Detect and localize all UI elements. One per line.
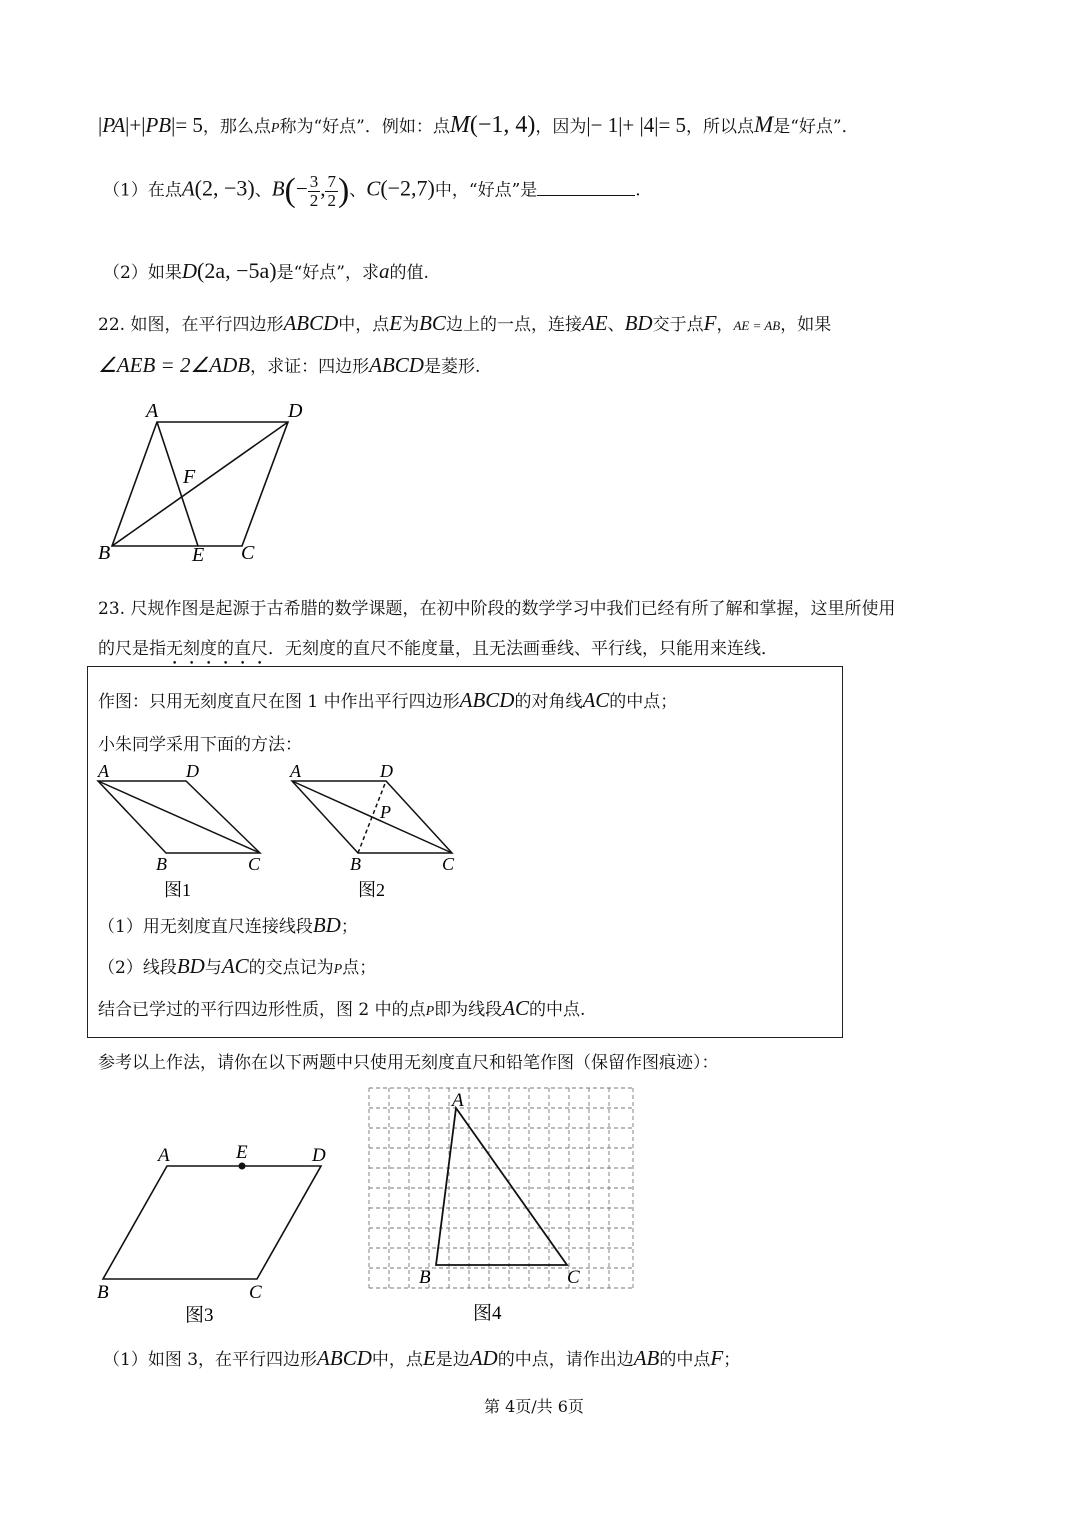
- fig3-parallelogram: [103, 1166, 321, 1279]
- emphasis-text: 无刻度的直尺: [166, 639, 268, 659]
- fig3-label-c: C: [249, 1282, 262, 1303]
- fig1-caption: 图1: [164, 880, 191, 900]
- box-line2: 小朱同学采用下面的方法：: [98, 735, 302, 755]
- fig1-label-b: B: [156, 854, 167, 874]
- fig2-label-b: B: [350, 854, 361, 874]
- fraction: $\frac{3}{2}$: [309, 171, 319, 210]
- q23-reference-line: 参考以上作法，请你在以下两题中只使用无刻度直尺和铅笔作图（保留作图痕迹）：: [98, 1053, 719, 1073]
- fig2-caption: 图2: [358, 880, 385, 900]
- fig3-point-e: [239, 1163, 246, 1170]
- fig4-label-a: A: [452, 1090, 464, 1111]
- q23-line1: 23. 尺规作图是起源于古希腊的数学课题，在初中阶段的数学学习中我们已经有所了解和掌握，这里所使用: [98, 599, 896, 619]
- fig2-label-a: A: [290, 761, 301, 781]
- q22-line2: ∠AEB = 2∠ADB，求证：四边形ABCD是菱形.: [98, 353, 481, 377]
- fig1-diagonal-ac: [98, 781, 260, 853]
- fig4: [360, 1085, 650, 1330]
- fraction: $\frac{7}{2}$: [327, 171, 336, 210]
- fig4-grid: [369, 1088, 633, 1288]
- label-c: C: [241, 542, 255, 564]
- q21-part1: （1）在点A(2, −3)、B(− $\frac{3}{2}$ , $\frac{7}{2}$ )、C(−2,7)中，“好点”是 .: [103, 171, 641, 210]
- box-figures: [90, 758, 490, 908]
- formula-eq: = 5: [175, 113, 203, 137]
- answer-blank: [537, 177, 635, 196]
- q23-part1: （1）如图 3，在平行四边形ABCD中，点E是边AD的中点，请作出边AB的中点F；: [103, 1346, 741, 1370]
- label-d: D: [288, 400, 303, 422]
- box-step2: （2）线段BD与AC的交点记为P点；: [98, 954, 377, 978]
- label-b: B: [98, 542, 111, 564]
- fig2-label-d: D: [380, 761, 393, 781]
- q21-part2: （2）如果D(2a, −5a)是“好点”，求a的值.: [103, 258, 429, 283]
- fig3-label-a: A: [158, 1145, 170, 1166]
- box-step3: 结合已学过的平行四边形性质，图 2 中的点P即为线段AC的中点.: [98, 996, 586, 1020]
- fig1-label-a: A: [98, 761, 109, 781]
- q22-figure: [90, 395, 320, 570]
- fig2-label-p: P: [380, 802, 391, 822]
- fig3-label-d: D: [312, 1145, 326, 1166]
- fig3-label-b: B: [97, 1282, 109, 1303]
- page-footer: 第 4页/共 6页: [484, 1397, 584, 1416]
- label-a: A: [146, 400, 159, 422]
- segment-bd: [112, 422, 288, 546]
- box-line1: 作图：只用无刻度直尺在图 1 中作出平行四边形ABCD的对角线AC的中点；: [98, 688, 678, 712]
- q22-line1: 22. 如图，在平行四边形ABCD中，点E为BC边上的一点，连接AE、BD交于点F，AE = AB，如果: [98, 311, 832, 335]
- q23-line2: 的尺是指无刻度的直尺．无刻度的直尺不能度量，且无法画垂线、平行线，只能用来连线．: [98, 639, 778, 659]
- label-f: F: [183, 466, 196, 488]
- fig1-label-d: D: [186, 761, 199, 781]
- q21-intro-line: |PA|+|PB|= 5，那么点P称为“好点”．例如：点M(−1, 4)，因为|− 1|+ |4|= 5，所以点M是“好点”．: [98, 112, 859, 138]
- fig4-label-b: B: [419, 1267, 431, 1288]
- fig4-label-c: C: [567, 1267, 580, 1288]
- fig2-label-c: C: [442, 854, 455, 874]
- fig3-caption: 图3: [185, 1305, 214, 1326]
- fig3-label-e: E: [236, 1142, 248, 1163]
- fig4-triangle-abc: [436, 1108, 567, 1265]
- fig1-label-c: C: [248, 854, 261, 874]
- formula-pb: PB: [145, 113, 172, 137]
- fig4-caption: 图4: [473, 1303, 502, 1324]
- fig3: [90, 1135, 340, 1330]
- box-step1: （1）用无刻度直尺连接线段BD；: [98, 913, 358, 937]
- formula-pa: PA: [102, 113, 126, 137]
- label-e: E: [192, 544, 205, 566]
